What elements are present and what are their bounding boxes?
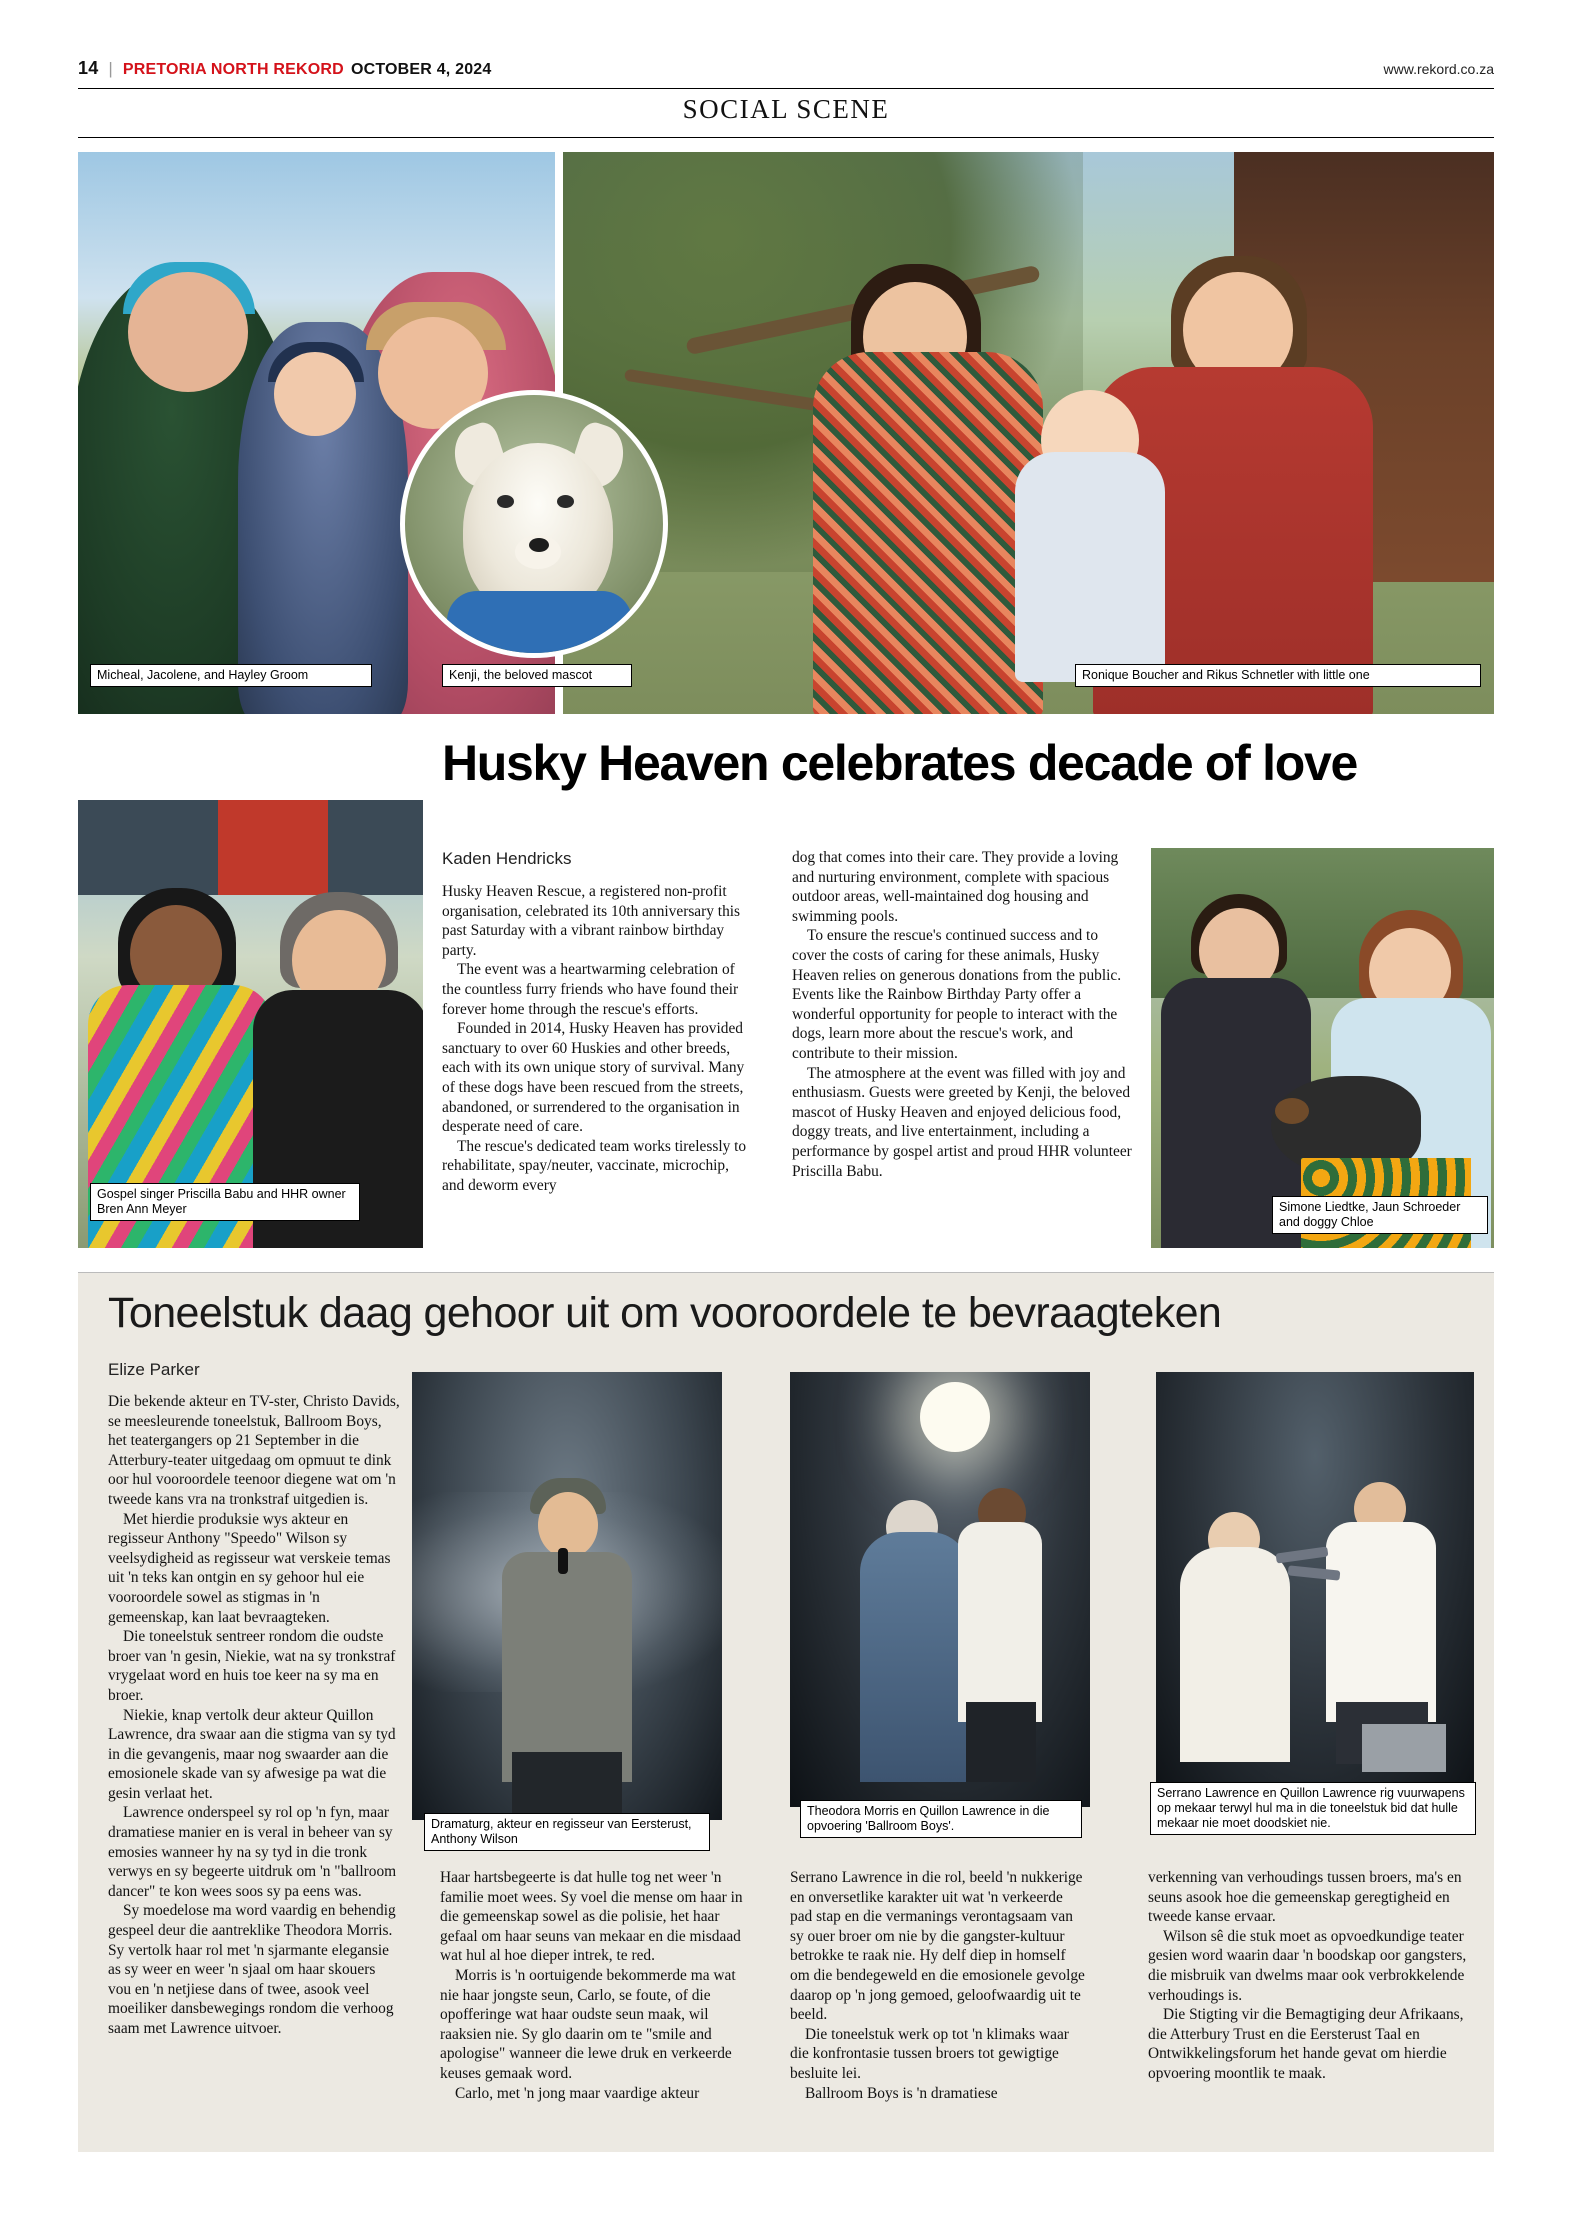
paragraph: Met hierdie produksie wys akteur en regisseur Anthony "Speedo" Wilson sy veelsydigheid as regisseur wat verskeie temas uit 'n teks kan ontgin en sy gehoor hul eie vooroordele sowel as stigmas in 'n gemeenskap, kan laat bevraagteken. (108, 1510, 391, 1626)
story2-column-4 (1148, 1868, 1468, 2084)
publication-date: OCTOBER 4, 2024 (350, 61, 492, 78)
paragraph: Founded in 2014, Husky Heaven has provided sanctuary to over 60 Huskies and other breeds, each with its own unique story of survival. Many of these dogs have been rescued from the streets, abandoned, or surrendered to the organisation in desperate need of care. (442, 1020, 745, 1136)
section-title: SOCIAL SCENE (682, 94, 890, 124)
masthead-rule (78, 88, 1494, 89)
paragraph: verkenning van verhoudings tussen broers, ma's en seuns asook hoe die gemeenskap geregtigheid en tweede kanse ervaar. (1148, 1869, 1462, 1926)
photo-morris-lawrence (790, 1372, 1090, 1807)
story1-headline: Husky Heaven celebrates decade of love (442, 735, 1357, 791)
story2-column-2 (440, 1868, 745, 2103)
paragraph: Niekie, knap vertolk deur akteur Quillon Lawrence, dra swaar aan die stigma van sy tyd in die gevangenis, maar nog swaarder aan die emosionele skade van sy afwesige pa wat die gesin verlaat het. (108, 1706, 396, 1802)
page-number: 14 (78, 58, 99, 78)
paragraph: dog that comes into their care. They provide a loving and nurturing environment, complete with spacious outdoor areas, well-maintained dog housing and swimming pools. (792, 849, 1119, 925)
photo-caption-boucher-schnetler: Ronique Boucher and Rikus Schnetler with little one (1075, 664, 1481, 687)
story2-column-3 (790, 1868, 1088, 2103)
paragraph: Sy moedelose ma word vaardig en behendig gespeel deur die aantreklike Theodora Morris. Sy vertolk haar rol met 'n sjarmante elegansie as sy weer en weer 'n sjaal om haar skouers vou en 'n netjiese dans of twee, asook veel moeiliker dansbewegings rondom die verhoog saam met Lawrence uitvoer. (108, 1902, 396, 2037)
photo-anthony-wilson (412, 1372, 722, 1820)
paragraph: Die bekende akteur en TV-ster, Christo Davids, se meesleurende toneelstuk, Ballroom Boys, het teatergangers op 21 September in die Atterbury-teater uitgedaag om opmuut te dink oor hul vooroordele teenoor diegene wat om 'n tweede kans vra na tronkstraf uitgedien is. (108, 1393, 400, 1508)
photo-caption-anthony-wilson: Dramaturg, akteur en regisseur van Eersterust, Anthony Wilson (424, 1813, 710, 1851)
photo-brothers-firearms (1156, 1372, 1474, 1792)
paragraph: The event was a heartwarming celebration of the countless furry friends who have found their forever home through the rescue's efforts. (442, 961, 739, 1018)
masthead (78, 58, 1494, 84)
story2-byline: Elize Parker (108, 1360, 200, 1379)
paragraph: Morris is 'n oortuigende bekommerde ma wat nie haar jongste seun, Carlo, se foute, of die opofferinge wat haar oudste seun maak, wil raaksien nie. Sy glo daarin om te "smile and apologise" wanneer die lewe druk en verkeerde keuses gemaak word. (440, 1966, 736, 2082)
paragraph: Ballroom Boys is 'n dramatiese (805, 2084, 998, 2102)
website-url: www.rekord.co.za (1383, 61, 1494, 77)
photo-boucher-schnetler (563, 152, 1494, 714)
photo-caption-priscilla-babu: Gospel singer Priscilla Babu and HHR owner Bren Ann Meyer (90, 1183, 360, 1221)
paragraph: Wilson sê die stuk moet as opvoedkundige teater gesien word waarin daar 'n boodskap oor gangsters, die misbruik van dwelms maar ook verbrokkelende verhoudings is. (1148, 1927, 1467, 2004)
photo-priscilla-babu (78, 800, 423, 1248)
photo-caption-brothers-firearms: Serrano Lawrence en Quillon Lawrence rig vuurwapens op mekaar terwyl hul ma in die toneelstuk bid dat hulle mekaar nie moet doodskiet nie. (1150, 1782, 1476, 1835)
paragraph: Lawrence onderspeel sy rol op 'n fyn, maar dramatiese manier en is veral in beheer van sy emosies wanneer hy na sy tyd in die tronk verwys en sy begeerte uitdruk om 'n "ballroom dancer" te kon wees soos sy pa eens was. (108, 1804, 397, 1900)
photo-caption-groom-family: Micheal, Jacolene, and Hayley Groom (90, 664, 372, 687)
masthead-separator: | (108, 59, 113, 78)
photo-caption-simone-liedtke: Simone Liedtke, Jaun Schroeder and doggy Chloe (1272, 1196, 1488, 1234)
story2-column-1 (108, 1392, 400, 2039)
photo-kenji-mascot (400, 390, 668, 658)
paragraph: Serrano Lawrence in die rol, beeld 'n nukkerige en onversetlike karakter uit wat 'n verkeerde pad stap en die vermanings verontagsaam van sy ouer broer om nie by die gangster-kultuur betrokke te raak nie. Hy delf diep in homself om die bendegeweld en die emosionele gevolge daarop op 'n jong gemoed, geloofwaardig uit te beeld. (790, 1869, 1085, 2024)
section-rule (78, 137, 1494, 138)
story2-headline: Toneelstuk daag gehoor uit om vooroordele te bevraagteken (108, 1289, 1222, 1337)
paragraph: Die toneelstuk werk op tot 'n klimaks waar die konfrontasie tussen broers tot gewigtige besluite lei. (790, 2025, 1069, 2082)
publication-name: PRETORIA NORTH REKORD (122, 61, 344, 78)
paragraph: Die Stigting vir die Bemagtiging deur Afrikaans, die Atterbury Trust en die Eersterust Taal en Ontwikkelingsforum het hande gevat om hierdie opvoering moontlik te maak. (1148, 2006, 1464, 2082)
paragraph: Carlo, met 'n jong maar vaardige akteur (455, 2084, 700, 2102)
paragraph: Haar hartsbegeerte is dat hulle tog net weer 'n familie moet wees. Sy voel die mense om haar in die gemeenskap sowel as die polisie, het haar gefaal om haar seuns van mekaar en die misdaad wat hul al hoe dieper intrek, te red. (440, 1869, 743, 1965)
photo-caption-kenji-mascot: Kenji, the beloved mascot (442, 664, 632, 687)
story1-column-2 (792, 848, 1132, 1181)
paragraph: Husky Heaven Rescue, a registered non-profit organisation, celebrated its 10th anniversary this past Saturday with a vibrant rainbow birthday party. (442, 883, 741, 959)
paragraph: Die toneelstuk sentreer rondom die oudste broer van 'n gesin, Niekie, wat na sy tronkstraf vrygelaat word en huis toe keer na sy ma en broer. (108, 1628, 396, 1704)
paragraph: To ensure the rescue's continued success and to cover the costs of caring for these animals, Husky Heaven relies on generous donations from the public. Events like the Rainbow Birthday Party offer a wonderful opportunity for people to interact with the dogs, learn more about the rescue's work, and contribute to their mission. (792, 927, 1122, 1062)
paragraph: The rescue's dedicated team works tirelessly to rehabilitate, spay/neuter, vaccinate, microchip, and deworm every (442, 1137, 747, 1194)
story1-column-1 (442, 882, 747, 1196)
photo-simone-liedtke (1151, 848, 1494, 1248)
photo-caption-morris-lawrence: Theodora Morris en Quillon Lawrence in die opvoering 'Ballroom Boys'. (800, 1800, 1082, 1838)
paragraph: The atmosphere at the event was filled with joy and enthusiasm. Guests were greeted by Kenji, the beloved mascot of Husky Heaven and enjoyed delicious food, doggy treats, and live entertainment, including a performance by gospel artist and proud HHR volunteer Priscilla Babu. (792, 1064, 1132, 1180)
story1-byline: Kaden Hendricks (442, 849, 572, 868)
